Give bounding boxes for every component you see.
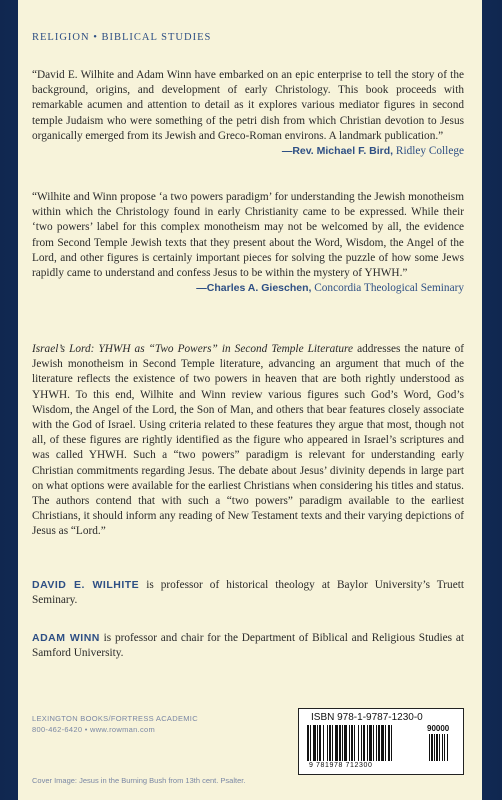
description-paragraph [32, 342, 464, 540]
endorsement-attribution [32, 144, 464, 159]
endorser-affiliation: Ridley College [395, 145, 464, 158]
category-label: RELIGION • BIBLICAL STUDIES [32, 32, 212, 43]
author-bio: is professor and chair for the Department of Biblical and Religious Studies at Samford University. [32, 632, 464, 660]
barcode-number: 9 781978 712300 [309, 762, 373, 769]
publisher-name: LEXINGTON BOOKS/FORTRESS ACADEMIC [32, 714, 198, 723]
author-bio-paragraph [32, 578, 464, 608]
author-name: ADAM WINN [32, 632, 100, 644]
book-title: Israel’s Lord: YHWH as “Two Powers” in Second Temple Literature [32, 343, 354, 355]
description-body: addresses the nature of Jewish monotheism in Second Temple literature, advancing an argument that much of the literature reflects the existence of two powers in heaven that are both rightly understood as YHWH. To this end, Wilhite and Winn review various figures such God’s Word, God’s Wisdom, the Angel of the Lord, the Son of Man, and others that bear features closely associate with the God of Israel. Using criteria related to these features they argue that most, though not all, of these figures are rightly identified as the figure who appeared in Israel’s scriptures and was called YHWH. Such a “two powers” paradigm is relevant for understanding early Christian commitments regarding Jesus. The debate about Jesus’ divinity depends in large part on what options were available for the earliest Christians when considering his titles and status. The authors contend that with such a “two powers” paradigm available to the earliest Christians, it should inform any reading of New Testament texts and their varying depictions of Jesus as “Lord.” [32, 343, 465, 538]
barcode-bars-icon [305, 725, 457, 761]
publisher-info [32, 713, 198, 735]
author-bio-2 [32, 631, 464, 661]
price-code: 90000 [427, 724, 450, 733]
isbn-barcode [298, 708, 464, 775]
isbn-label: ISBN 978-1-9787-1230-0 [311, 712, 423, 723]
endorsement-1 [32, 68, 464, 159]
endorser-affiliation: Concordia Theological Seminary [314, 282, 464, 295]
publisher-contact: 800-462-6420 • www.rowman.com [32, 725, 156, 734]
endorser-name: —Rev. Michael F. Bird, [281, 145, 394, 158]
book-description [32, 342, 464, 540]
cover-image-credit: Cover Image: Jesus in the Burning Bush from 13th cent. Psalter. [32, 776, 246, 785]
author-bio: is professor of historical theology at Baylor University’s Truett Seminary. [32, 579, 464, 607]
author-name: DAVID E. WILHITE [32, 579, 140, 591]
endorser-name: —Charles A. Gieschen, [196, 282, 312, 295]
author-bio-paragraph [32, 631, 464, 661]
endorsement-text: “David E. Wilhite and Adam Winn have embarked on an epic enterprise to tell the story of the background, origins, and development of early Christology. This book proceeds with remarkable acumen and attention to detail as it explores various mediator figures in second temple Judaism who were something of the petri dish from which Christian devotion to Jesus organically emerged from its Jewish and Greco-Roman environs. A landmark publication.” [32, 69, 464, 142]
endorsement-text: “Wilhite and Winn propose ‘a two powers paradigm’ for understanding the Jewish monotheism within which the Christology found in early Christianity came to be expressed. While their ‘two powers’ label for this complex monotheism may not be welcomed by all, the evidence from Second Temple Jewish texts that they present about the Word, Wisdom, the Angel of the Lord, and other figures is certainly important pieces for solving the puzzle of how some Jews rapidly came to understand and confess Jesus to be within the mystery of YHWH.” [32, 191, 464, 280]
endorsement-2 [32, 190, 464, 296]
endorsement-attribution [32, 281, 464, 296]
author-bio-1 [32, 578, 464, 608]
